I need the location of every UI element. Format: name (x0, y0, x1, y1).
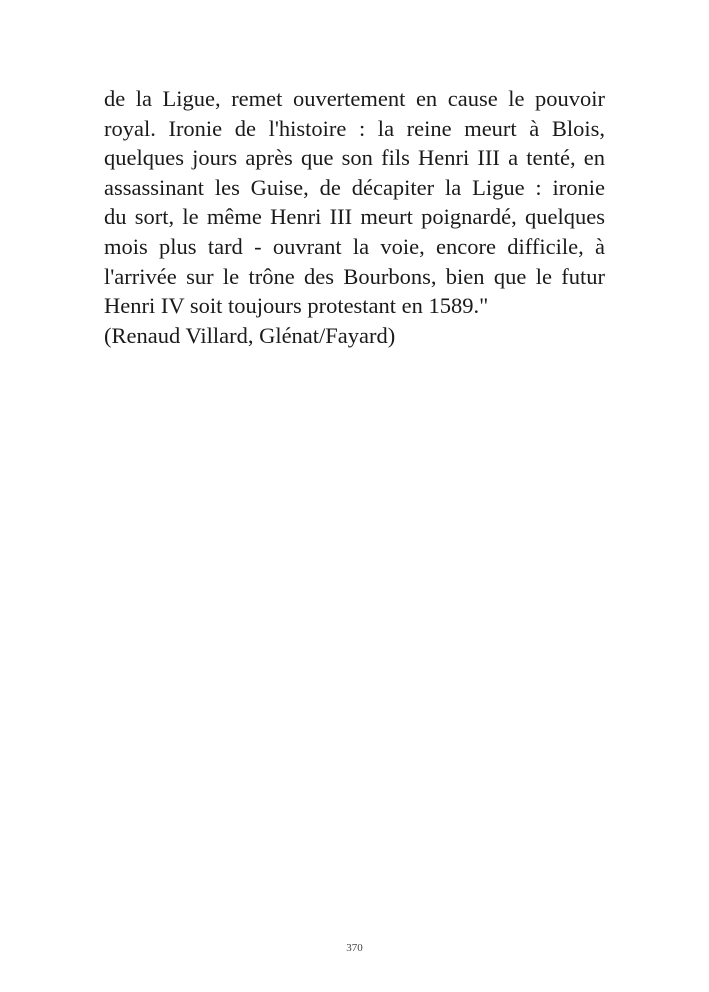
paragraph-line: royal. Ironie de l'histoire : la reine meurt à Blois, (104, 115, 605, 141)
attribution: (Renaud Villard, Glénat/Fayard) (104, 322, 396, 348)
paragraph-line: du sort, le même Henri III meurt poignardé, quelques (104, 204, 605, 230)
paragraph-line: mois plus tard - ouvrant la voie, encore difficile, à (104, 233, 605, 259)
paragraph-line: Henri IV soit toujours protestant en 1589." (104, 293, 489, 319)
paragraph-line: quelques jours après que son fils Henri III a tenté, en (104, 145, 605, 171)
quote-paragraph (104, 84, 605, 350)
paragraph-line: de la Ligue, remet ouvertement en cause le pouvoir (104, 86, 605, 111)
page-number: 370 (346, 942, 363, 954)
paragraph-line: l'arrivée sur le trône des Bourbons, bien que le futur (104, 263, 605, 289)
paragraph-line: assassinant les Guise, de décapiter la Ligue : ironie (104, 174, 605, 200)
